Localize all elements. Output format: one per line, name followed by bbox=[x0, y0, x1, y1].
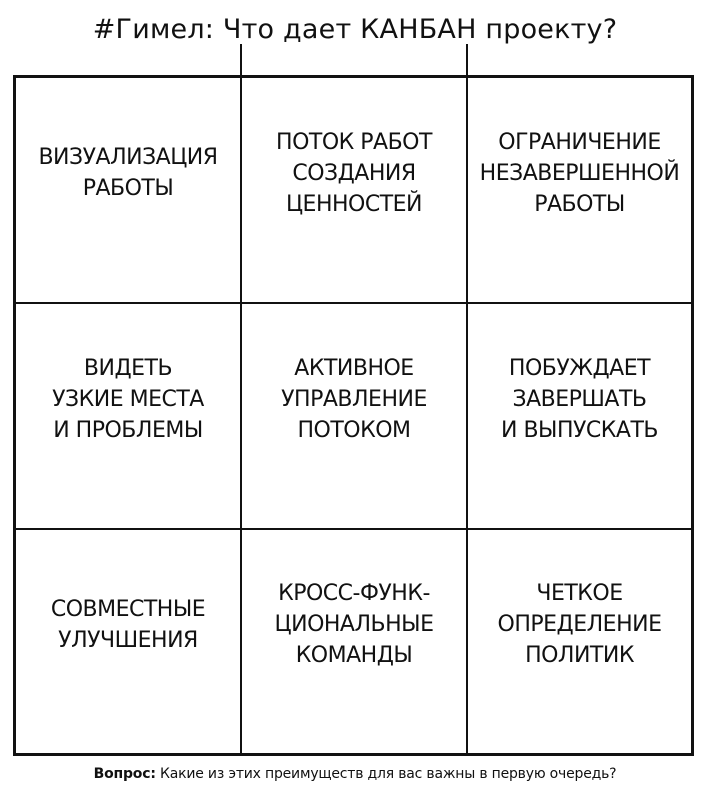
benefits-grid bbox=[13, 75, 694, 756]
cell-text: ПОТОК РАБОТ СОЗДАНИЯ ЦЕННОСТЕЙ bbox=[276, 129, 432, 217]
question-label: Вопрос: bbox=[93, 766, 156, 782]
cell-text: КРОСС-ФУНК- ЦИОНАЛЬНЫЕ КОМАНДЫ bbox=[274, 581, 434, 668]
grid-cell-policies bbox=[468, 496, 691, 753]
cell-text: ОГРАНИЧЕНИЕ НЕЗАВЕРШЕННОЙ РАБОТЫ bbox=[479, 129, 680, 217]
grid-cell-cross-functional bbox=[242, 496, 468, 753]
cell-text: АКТИВНОЕ УПРАВЛЕНИЕ ПОТОКОМ bbox=[281, 355, 427, 443]
cell-text: ВИДЕТЬ УЗКИЕ МЕСТА И ПРОБЛЕМЫ bbox=[52, 355, 204, 443]
grid-cell-bottlenecks bbox=[16, 270, 242, 530]
grid-cell-flow-management bbox=[242, 270, 468, 530]
question-text: Какие из этих преимуществ для вас важны в первую очередь? bbox=[160, 766, 617, 782]
grid-cell-joint-improvement bbox=[16, 496, 242, 753]
question-footer bbox=[0, 764, 710, 784]
cell-text: ПОБУЖДАЕТ ЗАВЕРШАТЬ И ВЫПУСКАТЬ bbox=[501, 355, 658, 443]
cell-text: ВИЗУАЛИЗАЦИЯ РАБОТЫ bbox=[38, 145, 218, 201]
page-title: #Гимел: Что дает КАНБАН проекту? bbox=[92, 14, 618, 45]
cell-text: ЧЕТКОЕ ОПРЕДЕЛЕНИЕ ПОЛИТИК bbox=[497, 581, 662, 668]
grid-cell-visualization bbox=[16, 44, 242, 304]
grid-cell-wip-limit bbox=[468, 44, 691, 304]
grid-cell-value-flow bbox=[242, 44, 468, 304]
grid-cell-finish-release bbox=[468, 270, 691, 530]
cell-text: СОВМЕСТНЫЕ УЛУЧШЕНИЯ bbox=[50, 596, 206, 653]
